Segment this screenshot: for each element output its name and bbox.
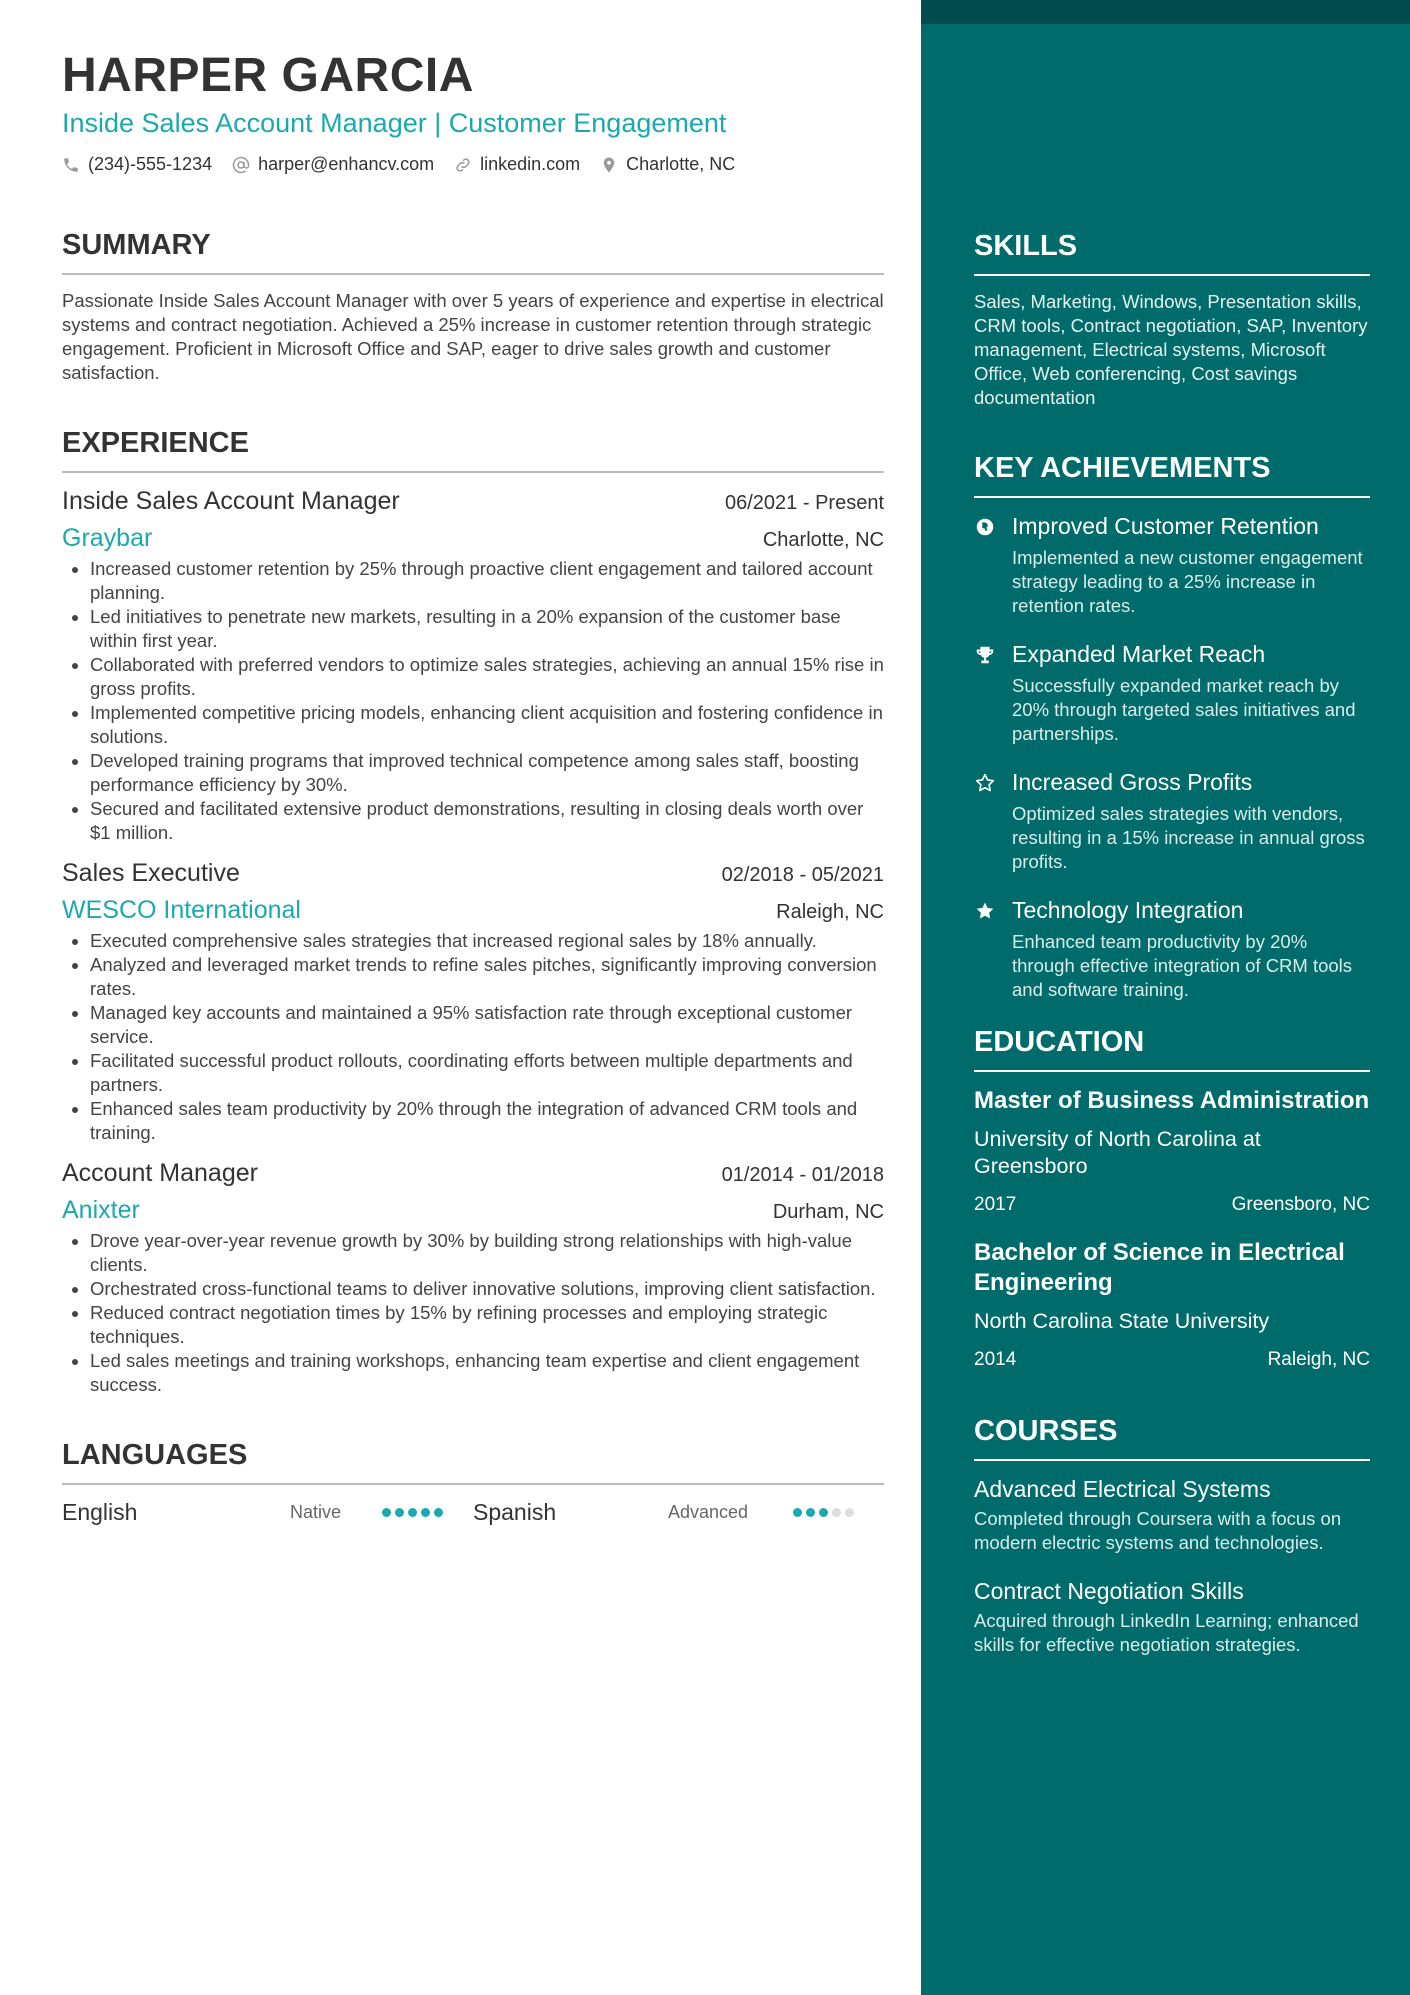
bullet-item: • Collaborated with preferred vendors to optimize sales strategies, achieving an annual 15% rise in gross profits. bbox=[90, 653, 884, 701]
job-location: Raleigh, NC bbox=[776, 901, 884, 923]
achievement-desc: Successfully expanded market reach by 20% through targeted sales initiatives and partnerships. bbox=[1012, 675, 1356, 744]
achievement-desc: Implemented a new customer engagement strategy leading to a 25% increase in retention rates. bbox=[1012, 547, 1363, 616]
job-entry bbox=[62, 487, 884, 845]
company-name: Anixter bbox=[62, 1196, 140, 1224]
sidebar bbox=[921, 0, 1410, 1995]
handshake-icon bbox=[974, 516, 996, 538]
job-bullets bbox=[62, 929, 884, 1145]
link-icon bbox=[454, 156, 472, 174]
education-section bbox=[974, 1024, 1370, 1371]
divider bbox=[62, 471, 884, 473]
education-location: Raleigh, NC bbox=[1267, 1349, 1370, 1370]
divider bbox=[974, 274, 1370, 276]
headline: Inside Sales Account Manager | Customer Engagement bbox=[62, 108, 727, 138]
education-location: Greensboro, NC bbox=[1231, 1194, 1370, 1215]
location-text: Charlotte, NC bbox=[626, 154, 736, 174]
divider bbox=[62, 1483, 884, 1485]
achievement-desc: Enhanced team productivity by 20% through effective integration of CRM tools and software training. bbox=[1012, 931, 1353, 1000]
bullet-item: • Managed key accounts and maintained a 95% satisfaction rate through exceptional customer service. bbox=[90, 1001, 884, 1049]
school-name: North Carolina State University bbox=[974, 1309, 1270, 1333]
star-outline-icon bbox=[974, 772, 996, 794]
job-bullets bbox=[62, 557, 884, 845]
education-heading: EDUCATION bbox=[974, 1026, 1145, 1058]
summary-text: Passionate Inside Sales Account Manager with over 5 years of experience and expertise in electrical systems and contract negotiation. Achieved a 25% increase in customer retention through strategic engagement. Proficient in Microsoft Office and SAP, eager to drive sales growth and customer satisfaction. bbox=[62, 290, 884, 383]
contact-email[interactable] bbox=[232, 154, 434, 175]
achievement-title: Improved Customer Retention bbox=[1012, 513, 1319, 539]
at-icon bbox=[232, 156, 250, 174]
bullet-item: • Developed training programs that improved technical competence among sales staff, boosting performance efficiency by 30%. bbox=[90, 749, 884, 797]
phone-text: (234)-555-1234 bbox=[88, 154, 213, 174]
course-desc: Acquired through LinkedIn Learning; enhanced skills for effective negotiation strategies. bbox=[974, 1610, 1359, 1655]
skills-heading: SKILLS bbox=[974, 230, 1078, 262]
divider bbox=[974, 1459, 1370, 1461]
job-location: Charlotte, NC bbox=[762, 529, 884, 551]
achievement-title: Technology Integration bbox=[1012, 897, 1244, 923]
divider bbox=[62, 273, 884, 275]
language-level: Native bbox=[290, 1502, 342, 1522]
job-title: Inside Sales Account Manager bbox=[62, 487, 400, 515]
company-name: WESCO International bbox=[62, 896, 301, 924]
job-bullets bbox=[62, 1229, 884, 1397]
job-entry bbox=[62, 859, 884, 1145]
achievement-item bbox=[974, 640, 1370, 746]
experience-heading: EXPERIENCE bbox=[62, 427, 249, 459]
email-text[interactable]: harper@enhancv.com bbox=[258, 154, 435, 174]
bullet-item: • Implemented competitive pricing models, enhancing client acquisition and fostering confidence in solutions. bbox=[90, 701, 884, 749]
candidate-name: HARPER GARCIA bbox=[62, 49, 474, 102]
trophy-icon bbox=[974, 644, 996, 666]
achievement-item bbox=[974, 896, 1370, 1002]
contact-phone bbox=[62, 154, 212, 175]
main-column bbox=[62, 48, 884, 1526]
bullet-item: • Facilitated successful product rollouts, coordinating efforts between multiple departments and partners. bbox=[90, 1049, 884, 1097]
summary-section bbox=[62, 227, 884, 385]
skills-section bbox=[974, 228, 1370, 410]
course-desc: Completed through Coursera with a focus on modern electric systems and technologies. bbox=[974, 1508, 1342, 1553]
rating-dot-filled bbox=[806, 1508, 815, 1517]
education-year: 2014 bbox=[974, 1349, 1017, 1370]
skills-text: Sales, Marketing, Windows, Presentation skills, CRM tools, Contract negotiation, SAP, Inventory management, Electrical systems, Microsoft Office, Web conferencing, Cost savings documentation bbox=[974, 291, 1368, 408]
bullet-item: • Secured and facilitated extensive product demonstrations, resulting in closing deals worth over $1 million. bbox=[90, 797, 884, 845]
star-icon bbox=[974, 900, 996, 922]
job-entry bbox=[62, 1159, 884, 1397]
divider bbox=[974, 1070, 1370, 1072]
job-title: Sales Executive bbox=[62, 859, 240, 887]
achievement-title: Expanded Market Reach bbox=[1012, 641, 1266, 667]
education-year: 2017 bbox=[974, 1194, 1017, 1215]
language-rating bbox=[382, 1508, 443, 1517]
sidebar-top-band bbox=[921, 0, 1410, 24]
experience-section bbox=[62, 425, 884, 1397]
rating-dot-filled bbox=[408, 1508, 417, 1517]
achievement-item bbox=[974, 512, 1370, 618]
bullet-item: • Analyzed and leveraged market trends to refine sales pitches, significantly improving conversion rates. bbox=[90, 953, 884, 1001]
job-location: Durham, NC bbox=[772, 1201, 884, 1223]
school-name: University of North Carolina at Greensboro bbox=[974, 1127, 1261, 1178]
bullet-item: • Increased customer retention by 25% through proactive client engagement and tailored account planning. bbox=[90, 557, 884, 605]
bullet-item: • Led sales meetings and training workshops, enhancing team expertise and client engagement success. bbox=[90, 1349, 884, 1397]
bullet-item: • Led initiatives to penetrate new markets, resulting in a 20% expansion of the customer base within first year. bbox=[90, 605, 884, 653]
rating-dot-filled bbox=[819, 1508, 828, 1517]
education-item bbox=[974, 1238, 1370, 1371]
achievements-section bbox=[974, 450, 1370, 1002]
website-text[interactable]: linkedin.com bbox=[480, 154, 581, 174]
rating-dot-empty bbox=[832, 1508, 841, 1517]
divider bbox=[974, 496, 1370, 498]
education-item bbox=[974, 1086, 1370, 1216]
contact-bar bbox=[62, 154, 884, 175]
courses-heading: COURSES bbox=[974, 1415, 1118, 1447]
contact-location bbox=[600, 154, 735, 175]
contact-website[interactable] bbox=[454, 154, 580, 175]
job-dates: 02/2018 - 05/2021 bbox=[721, 864, 884, 886]
summary-heading: SUMMARY bbox=[62, 229, 211, 261]
achievement-title: Increased Gross Profits bbox=[1012, 769, 1253, 795]
rating-dot-filled bbox=[382, 1508, 391, 1517]
course-item bbox=[974, 1475, 1370, 1555]
bullet-item: • Enhanced sales team productivity by 20% through the integration of advanced CRM tools and training. bbox=[90, 1097, 884, 1145]
bullet-item: • Orchestrated cross-functional teams to deliver innovative solutions, improving client satisfaction. bbox=[90, 1277, 884, 1301]
rating-dot-filled bbox=[434, 1508, 443, 1517]
course-title: Contract Negotiation Skills bbox=[974, 1578, 1244, 1604]
language-item bbox=[62, 1499, 473, 1526]
language-item bbox=[473, 1499, 884, 1526]
achievement-item bbox=[974, 768, 1370, 874]
course-item bbox=[974, 1577, 1370, 1657]
rating-dot-filled bbox=[793, 1508, 802, 1517]
languages-heading: LANGUAGES bbox=[62, 1439, 248, 1471]
rating-dot-filled bbox=[421, 1508, 430, 1517]
bullet-item: • Reduced contract negotiation times by 15% by refining processes and employing strategic techniques. bbox=[90, 1301, 884, 1349]
job-title: Account Manager bbox=[62, 1159, 258, 1187]
location-pin-icon bbox=[600, 156, 618, 174]
language-name: English bbox=[62, 1499, 138, 1525]
language-list bbox=[62, 1499, 884, 1526]
bullet-item: • Executed comprehensive sales strategies that increased regional sales by 18% annually. bbox=[90, 929, 884, 953]
language-rating bbox=[793, 1508, 854, 1517]
job-dates: 01/2014 - 01/2018 bbox=[721, 1164, 884, 1186]
courses-section bbox=[974, 1413, 1370, 1657]
languages-section bbox=[62, 1437, 884, 1526]
company-name: Graybar bbox=[62, 524, 153, 552]
course-title: Advanced Electrical Systems bbox=[974, 1476, 1271, 1502]
language-name: Spanish bbox=[473, 1499, 557, 1525]
rating-dot-filled bbox=[395, 1508, 404, 1517]
job-dates: 06/2021 - Present bbox=[725, 492, 884, 514]
achievements-heading: KEY ACHIEVEMENTS bbox=[974, 452, 1271, 484]
degree-title: Master of Business Administration bbox=[974, 1087, 1370, 1114]
degree-title: Bachelor of Science in Electrical Engineering bbox=[974, 1239, 1345, 1296]
language-level: Advanced bbox=[668, 1502, 749, 1522]
phone-icon bbox=[62, 156, 80, 174]
bullet-item: • Drove year-over-year revenue growth by 30% by building strong relationships with high-value clients. bbox=[90, 1229, 884, 1277]
achievement-desc: Optimized sales strategies with vendors, resulting in a 15% increase in annual gross profits. bbox=[1012, 803, 1365, 872]
rating-dot-empty bbox=[845, 1508, 854, 1517]
